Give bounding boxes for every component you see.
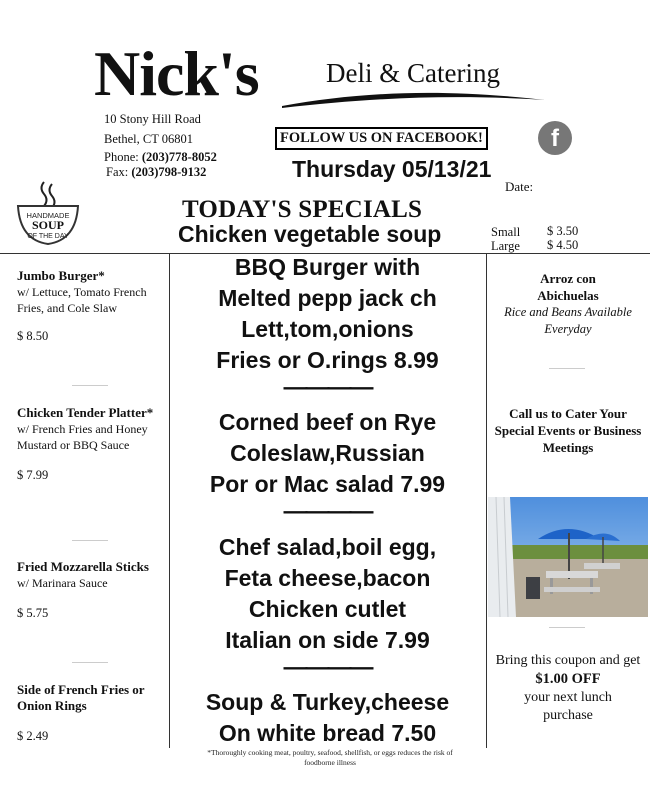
soup-badge-bottom: OF THE DAY xyxy=(27,233,69,240)
address-line-1: 10 Stony Hill Road xyxy=(104,112,201,126)
food-safety-footnote: *Thoroughly cooking meat, poultry, seafood, shellfish, or eggs reduces the risk of foodborne illness xyxy=(207,748,453,767)
menu-item-price: $ 8.50 xyxy=(17,329,49,343)
soup-price-small: $ 3.50 xyxy=(547,224,579,238)
special-line: Soup & Turkey,cheese xyxy=(205,689,450,715)
swoosh-decoration xyxy=(280,86,550,112)
catering-text: Call us to Cater Your Special Events or Business Meetings xyxy=(494,406,642,455)
left-menu-item xyxy=(17,405,167,483)
menu-item-price: $ 2.49 xyxy=(17,729,49,743)
soup-of-the-day: Chicken vegetable soup xyxy=(178,221,442,247)
menu-date: Thursday 05/13/21 xyxy=(292,156,492,182)
special-item xyxy=(170,407,485,500)
menu-item-title: Chicken Tender Platter* xyxy=(17,405,154,420)
special-divider: ———— xyxy=(283,374,372,401)
menu-item-title: Side of French Fries or Onion Rings xyxy=(17,682,145,713)
special-divider: ———— xyxy=(283,654,372,681)
menu-item-desc: w/ Lettuce, Tomato French Fries, and Cole Slaw xyxy=(17,285,147,315)
special-line: On white bread 7.50 xyxy=(218,720,437,746)
phone-number[interactable]: (203)778-8052 xyxy=(141,150,217,164)
coupon-offer: $1.00 OFF xyxy=(535,671,601,687)
special-line: Chef salad,boil egg, xyxy=(218,534,437,560)
special-line: BBQ Burger with xyxy=(234,254,421,280)
soup-badge-top: HANDMADE xyxy=(26,211,70,220)
special-line: Coleslaw,Russian xyxy=(230,440,425,466)
arroz-title: Arroz con Abichuelas xyxy=(537,271,599,303)
left-menu-item xyxy=(17,559,167,621)
fax-number: (203)798-9132 xyxy=(131,165,207,179)
patio-photo xyxy=(488,497,648,617)
arroz-desc: Rice and Beans Available Everyday xyxy=(504,305,632,336)
catering-note xyxy=(488,405,648,456)
left-menu-item xyxy=(17,268,167,344)
menu-item-title: Jumbo Burger* xyxy=(17,268,105,283)
special-line: Feta cheese,bacon xyxy=(224,565,431,591)
arroz-special xyxy=(488,270,648,338)
coupon-line-2: your next lunch purchase xyxy=(524,690,612,723)
soup-badge-middle: SOUP xyxy=(31,218,65,232)
menu-item-desc: w/ Marinara Sauce xyxy=(17,576,108,590)
soup-of-the-day-icon xyxy=(14,178,82,250)
menu-item-price: $ 7.99 xyxy=(17,468,49,482)
special-line: Por or Mac salad 7.99 xyxy=(209,471,446,497)
fax-line xyxy=(106,166,206,179)
address-line-2: Bethel, CT 06801 xyxy=(104,132,194,146)
soup-price-large: $ 4.50 xyxy=(547,238,579,252)
phone-line xyxy=(104,151,217,164)
fax-label: Fax: xyxy=(106,165,129,179)
coupon[interactable] xyxy=(488,652,648,725)
facebook-follow-banner[interactable]: FOLLOW US ON FACEBOOK! xyxy=(275,127,488,150)
special-line: Melted pepp jack ch xyxy=(218,285,437,311)
soup-size-small: Small xyxy=(491,225,521,239)
right-column-divider xyxy=(486,253,487,748)
date-label: Date: xyxy=(505,179,534,194)
special-item xyxy=(170,252,485,376)
coupon-line-1: Bring this coupon and get xyxy=(495,653,641,668)
item-separator xyxy=(72,385,108,386)
item-separator xyxy=(549,368,585,369)
special-line: Lett,tom,onions xyxy=(241,316,414,342)
soup-size-large: Large xyxy=(491,239,520,253)
special-item xyxy=(170,532,485,656)
item-separator xyxy=(549,627,585,628)
special-line: Chicken cutlet xyxy=(248,596,407,622)
phone-label: Phone: xyxy=(104,150,139,164)
special-line: Corned beef on Rye xyxy=(218,409,437,435)
item-separator xyxy=(72,662,108,663)
item-separator xyxy=(72,540,108,541)
left-menu-item xyxy=(17,682,167,744)
special-line: Fries or O.rings 8.99 xyxy=(216,347,439,373)
special-item xyxy=(170,687,485,749)
menu-item-title: Fried Mozzarella Sticks xyxy=(17,559,149,574)
specials-title: TODAY'S SPECIALS xyxy=(182,196,423,223)
special-divider: ———— xyxy=(283,498,372,525)
menu-item-price: $ 5.75 xyxy=(17,606,49,620)
brand-tagline: Deli & Catering xyxy=(326,58,500,88)
menu-item-desc: w/ French Fries and Honey Mustard or BBQ Sauce xyxy=(17,422,148,452)
facebook-icon[interactable]: f xyxy=(538,121,572,155)
special-line: Italian on side 7.99 xyxy=(225,627,430,653)
brand-name: Nick's xyxy=(94,38,259,109)
